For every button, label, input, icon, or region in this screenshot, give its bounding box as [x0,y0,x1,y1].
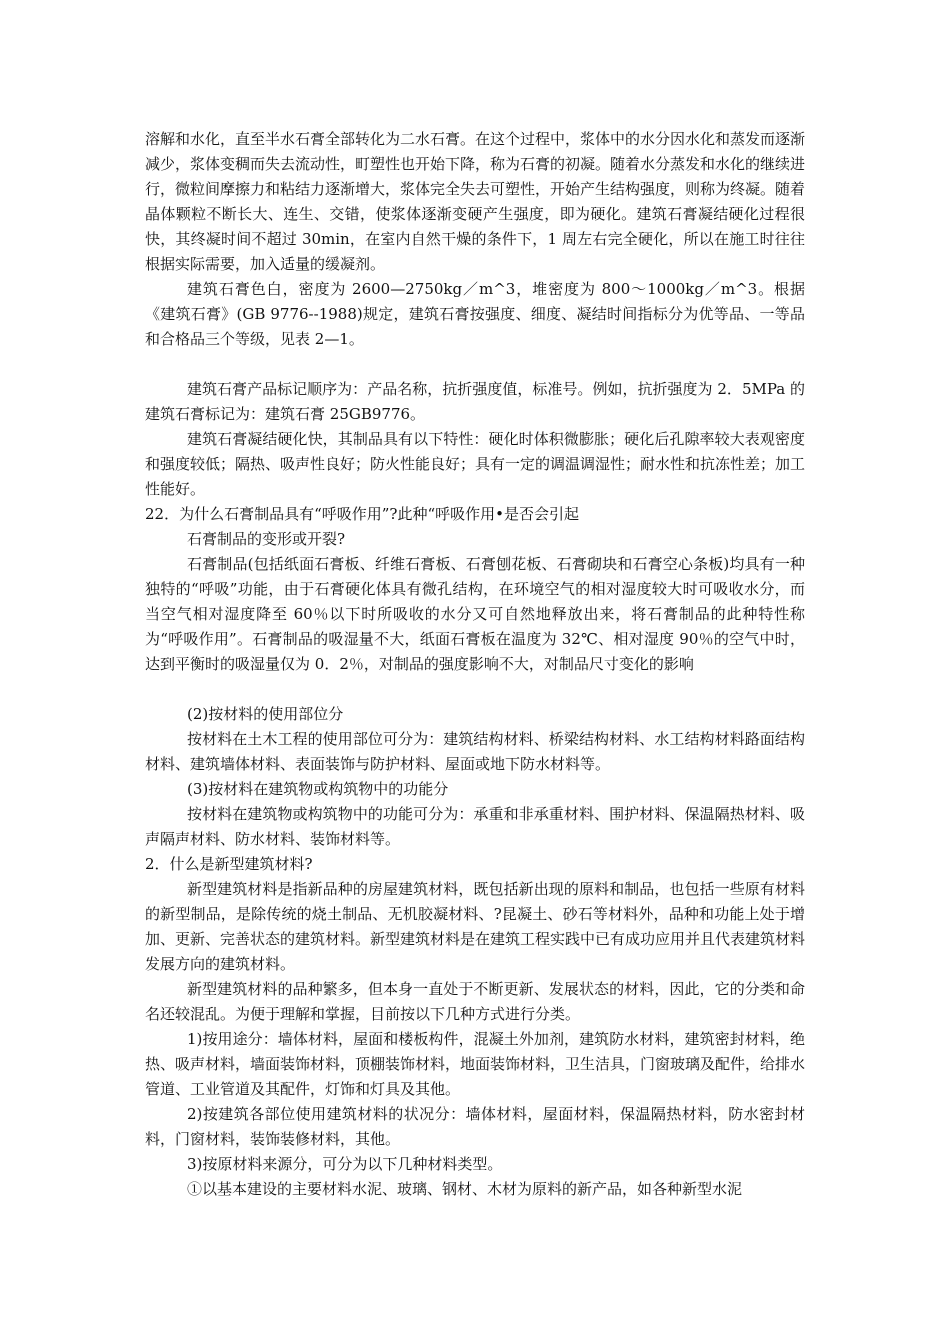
question-heading-2: 2．什么是新型建筑材料? [145,855,313,873]
document-page [145,127,805,1202]
question-heading-22: 22．为什么石膏制品具有“呼吸作用”?此种“呼吸作用•是否会引起 [145,505,579,523]
question-heading-22-continued: 石膏制品的变形或开裂? [187,530,346,548]
paragraph-raw-material-item-1: ①以基本建设的主要材料水泥、玻璃、钢材、木材为原料的新产品，如各种新型水泥 [187,1180,743,1198]
paragraph-breathing-effect: 石膏制品(包括纸面石膏板、纤维石膏板、石膏刨花板、石膏砌块和石膏空心条板)均具有一种独特的“呼吸”功能，由于石膏硬化体具有微孔结构，在环境空气的相对湿度较大时可吸收水分，而当空气相对湿度降至 60％以下时所吸收的水分又可自然地释放出来，将石膏制品的此种特性称为“呼吸作用”。石膏制品的吸湿量不大，纸面石膏板在温度为 32℃、相对湿度 90％的空气中时，达到平衡时的吸湿量仅为 0．2％，对制品的强度影响不大，对制品尺寸变化的影响 [145,555,805,673]
subheading-usage-location: (2)按材料的使用部位分 [187,705,344,723]
paragraph-by-raw-material: 3)按原材料来源分，可分为以下几种材料类型。 [187,1155,503,1173]
paragraph-by-building-part: 2)按建筑各部位使用建筑材料的状况分：墙体材料，屋面材料，保温隔热材料，防水密封材料，门窗材料，装饰装修材料，其他。 [145,1105,805,1148]
blank-line [145,352,805,377]
paragraph-gypsum-setting: 溶解和水化，直至半水石膏全部转化为二水石膏。在这个过程中，浆体中的水分因水化和蒸发而逐渐减少，浆体变稠而失去流动性，町塑性也开始下降，称为石膏的初凝。随着水分蒸发和水化的继续进行，微粒间摩擦力和粘结力逐渐增大，浆体完全失去可塑性，开始产生结构强度，则称为终凝。随着晶体颗粒不断长大、连生、交错，使浆体逐渐变硬产生强度，即为硬化。建筑石膏凝结硬化过程很快，其终凝时间不超过 30min，在室内自然干燥的条件下，1 周左右完全硬化，所以在施工时往往根据实际需要，加入适量的缓凝剂。 [145,130,806,273]
paragraph-by-use: 1)按用途分：墙体材料，屋面和楼板构件，混凝土外加剂，建筑防水材料，建筑密封材料，绝热、吸声材料，墙面装饰材料，顶棚装饰材料，地面装饰材料，卫生洁具，门窗玻璃及配件，给排水管道、工业管道及其配件，灯饰和灯具及其他。 [145,1030,806,1098]
paragraph-product-marking: 建筑石膏产品标记顺序为：产品名称，抗折强度值，标准号。例如，抗折强度为 2．5MPa 的建筑石膏标记为：建筑石膏 25GB9776。 [145,380,805,423]
paragraph-gypsum-properties: 建筑石膏凝结硬化快，其制品具有以下特性：硬化时体积微膨胀；硬化后孔隙率较大表观密度和强度较低；隔热、吸声性良好；防火性能良好；具有一定的调温调湿性；耐水性和抗冻性差；加工性能好。 [145,430,806,498]
blank-line [145,677,805,702]
paragraph-new-materials-definition: 新型建筑材料是指新品种的房屋建筑材料，既包括新出现的原料和制品，也包括一些原有材料的新型制品，是除传统的烧土制品、无机胶凝材料、?昆凝土、砂石等材料外，品种和功能上处于增加、更新、完善状态的建筑材料。新型建筑材料是在建筑工程实践中已有成功应用并且代表建筑材料发展方向的建筑材料。 [145,880,806,973]
subheading-function: (3)按材料在建筑物或构筑物中的功能分 [187,780,449,798]
paragraph-function: 按材料在建筑物或构筑物中的功能可分为：承重和非承重材料、围护材料、保温隔热材料、吸声隔声材料、防水材料、装饰材料等。 [145,805,805,848]
paragraph-gypsum-density: 建筑石膏色白，密度为 2600—2750kg／m^3，堆密度为 800～1000kg／m^3。根据《建筑石膏》(GB 9776--1988)规定，建筑石膏按强度、细度、凝结时间指标分为优等品、一等品和合格品三个等级，见表 2—1。 [145,280,805,348]
paragraph-new-materials-classification: 新型建筑材料的品种繁多，但本身一直处于不断更新、发展状态的材料，因此，它的分类和命名还较混乱。为便于理解和掌握，目前按以下几种方式进行分类。 [145,980,805,1023]
paragraph-usage-location: 按材料在土木工程的使用部位可分为：建筑结构材料、桥梁结构材料、水工结构材料路面结构材料、建筑墙体材料、表面装饰与防护材料、屋面或地下防水材料等。 [145,730,805,773]
